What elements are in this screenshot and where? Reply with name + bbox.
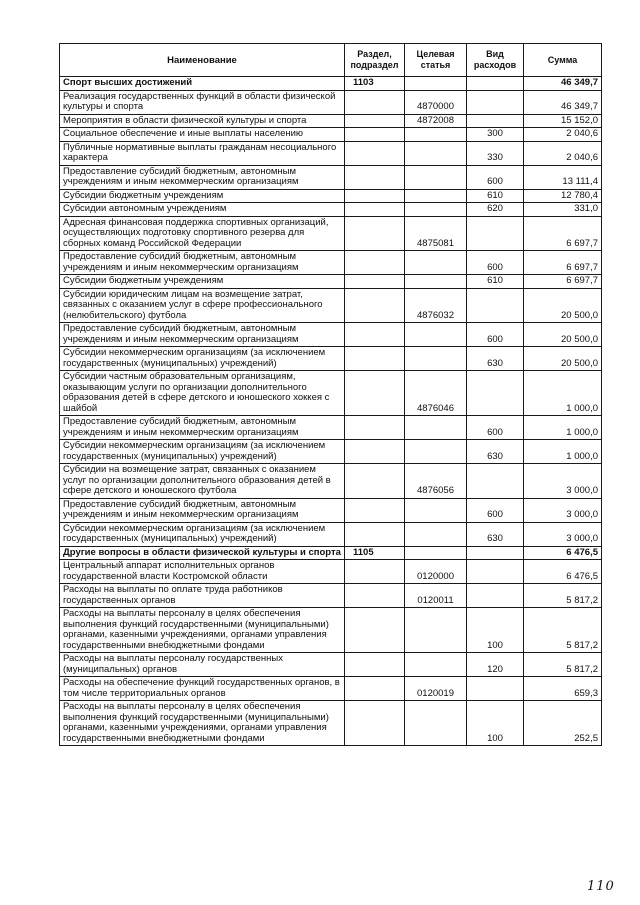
table-row — [60, 677, 602, 701]
row-kind — [467, 216, 524, 251]
row-kind — [467, 546, 524, 560]
row-target: 0120019 — [405, 677, 467, 701]
row-name: Субсидии некоммерческим организациям (за исключением государственных (муниципальных) учреждений) — [60, 347, 345, 371]
row-sum: 2 040,6 — [524, 128, 602, 142]
row-kind — [467, 288, 524, 323]
row-name: Субсидии частным образовательным организациям, оказывающим услуги по организации дополнительного образования детей в сфере детского и юношеского хоккея с шайбой — [60, 371, 345, 416]
table-row — [60, 288, 602, 323]
row-name: Предоставление субсидий бюджетным, автономным учреждениям и иным некоммерческим организациям — [60, 416, 345, 440]
row-name: Спорт высших достижений — [60, 77, 345, 91]
row-name: Адресная финансовая поддержка спортивных организаций, осуществляющих подготовку спортивного резерва для сборных команд Российской Федерации — [60, 216, 345, 251]
budget-table — [59, 43, 602, 746]
row-section — [345, 522, 405, 546]
row-kind: 630 — [467, 522, 524, 546]
row-section — [345, 203, 405, 217]
row-sum: 20 500,0 — [524, 288, 602, 323]
row-sum: 2 040,6 — [524, 141, 602, 165]
row-sum: 1 000,0 — [524, 371, 602, 416]
row-section — [345, 275, 405, 289]
row-section — [345, 440, 405, 464]
row-name: Субсидии бюджетным учреждениям — [60, 189, 345, 203]
row-section — [345, 347, 405, 371]
row-name: Предоставление субсидий бюджетным, автономным учреждениям и иным некоммерческим организациям — [60, 498, 345, 522]
row-target — [405, 701, 467, 746]
page-number: 110 — [587, 879, 615, 894]
row-sum: 5 817,2 — [524, 653, 602, 677]
row-section — [345, 464, 405, 499]
table-row — [60, 498, 602, 522]
row-target — [405, 416, 467, 440]
table-row — [60, 114, 602, 128]
header-kind: Вид расходов — [467, 44, 524, 77]
row-section — [345, 251, 405, 275]
row-section — [345, 584, 405, 608]
row-sum: 6 697,7 — [524, 216, 602, 251]
table-row — [60, 464, 602, 499]
row-sum: 15 152,0 — [524, 114, 602, 128]
row-name: Субсидии некоммерческим организациям (за исключением государственных (муниципальных) учреждений) — [60, 440, 345, 464]
row-kind — [467, 77, 524, 91]
row-target — [405, 653, 467, 677]
row-kind: 300 — [467, 128, 524, 142]
table-row — [60, 371, 602, 416]
row-kind — [467, 677, 524, 701]
row-sum: 6 697,7 — [524, 275, 602, 289]
table-row — [60, 165, 602, 189]
row-sum: 659,3 — [524, 677, 602, 701]
row-name: Предоставление субсидий бюджетным, автономным учреждениям и иным некоммерческим организациям — [60, 165, 345, 189]
row-name: Публичные нормативные выплаты гражданам несоциального характера — [60, 141, 345, 165]
row-name: Субсидии бюджетным учреждениям — [60, 275, 345, 289]
row-name: Мероприятия в области физической культуры и спорта — [60, 114, 345, 128]
row-kind: 600 — [467, 498, 524, 522]
row-name: Субсидии юридическим лицам на возмещение затрат, связанных с оказанием услуг в сфере профессионального (нелюбительского) футбола — [60, 288, 345, 323]
table-row — [60, 251, 602, 275]
row-section: 1103 — [345, 77, 405, 91]
row-section — [345, 141, 405, 165]
row-kind: 610 — [467, 275, 524, 289]
row-name: Расходы на выплаты персоналу в целях обеспечения выполнения функций государственными (муниципальными) органами, казенными учреждениями, органами управления государственными внебюджетными фондами — [60, 701, 345, 746]
table-row — [60, 440, 602, 464]
table-row — [60, 323, 602, 347]
row-name: Расходы на выплаты по оплате труда работников государственных органов — [60, 584, 345, 608]
row-kind — [467, 464, 524, 499]
row-sum: 331,0 — [524, 203, 602, 217]
row-sum: 252,5 — [524, 701, 602, 746]
table-row — [60, 189, 602, 203]
row-sum: 5 817,2 — [524, 584, 602, 608]
row-section — [345, 90, 405, 114]
row-section — [345, 560, 405, 584]
table-row — [60, 203, 602, 217]
row-name: Субсидии некоммерческим организациям (за исключением государственных (муниципальных) учреждений) — [60, 522, 345, 546]
row-name: Предоставление субсидий бюджетным, автономным учреждениям и иным некоммерческим организациям — [60, 251, 345, 275]
table-row — [60, 546, 602, 560]
row-name: Расходы на выплаты персоналу государственных (муниципальных) органов — [60, 653, 345, 677]
row-sum: 1 000,0 — [524, 416, 602, 440]
row-sum: 5 817,2 — [524, 608, 602, 653]
table-row — [60, 608, 602, 653]
row-name: Субсидии автономным учреждениям — [60, 203, 345, 217]
table-row — [60, 90, 602, 114]
row-name: Предоставление субсидий бюджетным, автономным учреждениям и иным некоммерческим организациям — [60, 323, 345, 347]
row-target: 4876032 — [405, 288, 467, 323]
row-sum: 46 349,7 — [524, 90, 602, 114]
table-row — [60, 275, 602, 289]
row-kind: 630 — [467, 440, 524, 464]
row-kind: 600 — [467, 165, 524, 189]
row-target: 4872008 — [405, 114, 467, 128]
row-target — [405, 275, 467, 289]
row-target: 0120011 — [405, 584, 467, 608]
row-section: 1105 — [345, 546, 405, 560]
table-row — [60, 653, 602, 677]
row-target: 4870000 — [405, 90, 467, 114]
row-sum: 3 000,0 — [524, 464, 602, 499]
row-target — [405, 546, 467, 560]
row-name: Субсидии на возмещение затрат, связанных с оказанием услуг по организации дополнительного образования детей в сфере детского и юношеского футбола — [60, 464, 345, 499]
row-section — [345, 701, 405, 746]
row-sum: 6 476,5 — [524, 546, 602, 560]
row-kind — [467, 114, 524, 128]
table-row — [60, 141, 602, 165]
row-target — [405, 323, 467, 347]
row-target: 0120000 — [405, 560, 467, 584]
table-row — [60, 416, 602, 440]
row-target — [405, 128, 467, 142]
row-target — [405, 77, 467, 91]
row-sum: 6 697,7 — [524, 251, 602, 275]
row-target — [405, 189, 467, 203]
row-kind: 630 — [467, 347, 524, 371]
row-section — [345, 677, 405, 701]
header-section: Раздел, подраздел — [345, 44, 405, 77]
header-row — [60, 44, 602, 77]
row-kind — [467, 584, 524, 608]
table-row — [60, 77, 602, 91]
header-sum: Сумма — [524, 44, 602, 77]
row-name: Другие вопросы в области физической культуры и спорта — [60, 546, 345, 560]
row-section — [345, 323, 405, 347]
row-kind: 600 — [467, 323, 524, 347]
header-name: Наименование — [60, 44, 345, 77]
row-section — [345, 653, 405, 677]
row-target — [405, 498, 467, 522]
row-section — [345, 216, 405, 251]
row-section — [345, 608, 405, 653]
row-kind — [467, 560, 524, 584]
table-row — [60, 347, 602, 371]
row-target — [405, 440, 467, 464]
row-sum: 1 000,0 — [524, 440, 602, 464]
row-name: Центральный аппарат исполнительных органов государственной власти Костромской области — [60, 560, 345, 584]
row-sum: 6 476,5 — [524, 560, 602, 584]
row-target — [405, 251, 467, 275]
row-kind: 120 — [467, 653, 524, 677]
table-row — [60, 584, 602, 608]
row-target — [405, 141, 467, 165]
row-kind: 600 — [467, 416, 524, 440]
row-section — [345, 165, 405, 189]
row-sum: 13 111,4 — [524, 165, 602, 189]
row-sum: 12 780,4 — [524, 189, 602, 203]
row-target: 4876046 — [405, 371, 467, 416]
row-section — [345, 498, 405, 522]
row-section — [345, 114, 405, 128]
row-target — [405, 165, 467, 189]
row-kind — [467, 90, 524, 114]
header-target: Целевая статья — [405, 44, 467, 77]
row-kind: 620 — [467, 203, 524, 217]
table-row — [60, 522, 602, 546]
row-section — [345, 371, 405, 416]
row-sum: 3 000,0 — [524, 498, 602, 522]
row-kind — [467, 371, 524, 416]
row-section — [345, 128, 405, 142]
row-sum: 20 500,0 — [524, 323, 602, 347]
row-section — [345, 189, 405, 203]
row-sum: 20 500,0 — [524, 347, 602, 371]
row-target: 4875081 — [405, 216, 467, 251]
row-name: Расходы на выплаты персоналу в целях обеспечения выполнения функций государственными (муниципальными) органами, казенными учреждениями, органами управления государственными внебюджетными фондами — [60, 608, 345, 653]
row-name: Реализация государственных функций в области физической культуры и спорта — [60, 90, 345, 114]
row-sum: 3 000,0 — [524, 522, 602, 546]
row-name: Социальное обеспечение и иные выплаты населению — [60, 128, 345, 142]
row-sum: 46 349,7 — [524, 77, 602, 91]
row-kind: 330 — [467, 141, 524, 165]
row-target — [405, 203, 467, 217]
row-kind: 600 — [467, 251, 524, 275]
table-row — [60, 701, 602, 746]
row-section — [345, 288, 405, 323]
table-row — [60, 128, 602, 142]
row-target: 4876056 — [405, 464, 467, 499]
row-kind: 100 — [467, 701, 524, 746]
row-kind: 100 — [467, 608, 524, 653]
table-row — [60, 216, 602, 251]
row-section — [345, 416, 405, 440]
row-kind: 610 — [467, 189, 524, 203]
table-row — [60, 560, 602, 584]
row-target — [405, 522, 467, 546]
row-target — [405, 608, 467, 653]
row-target — [405, 347, 467, 371]
row-name: Расходы на обеспечение функций государственных органов, в том числе территориальных органов — [60, 677, 345, 701]
